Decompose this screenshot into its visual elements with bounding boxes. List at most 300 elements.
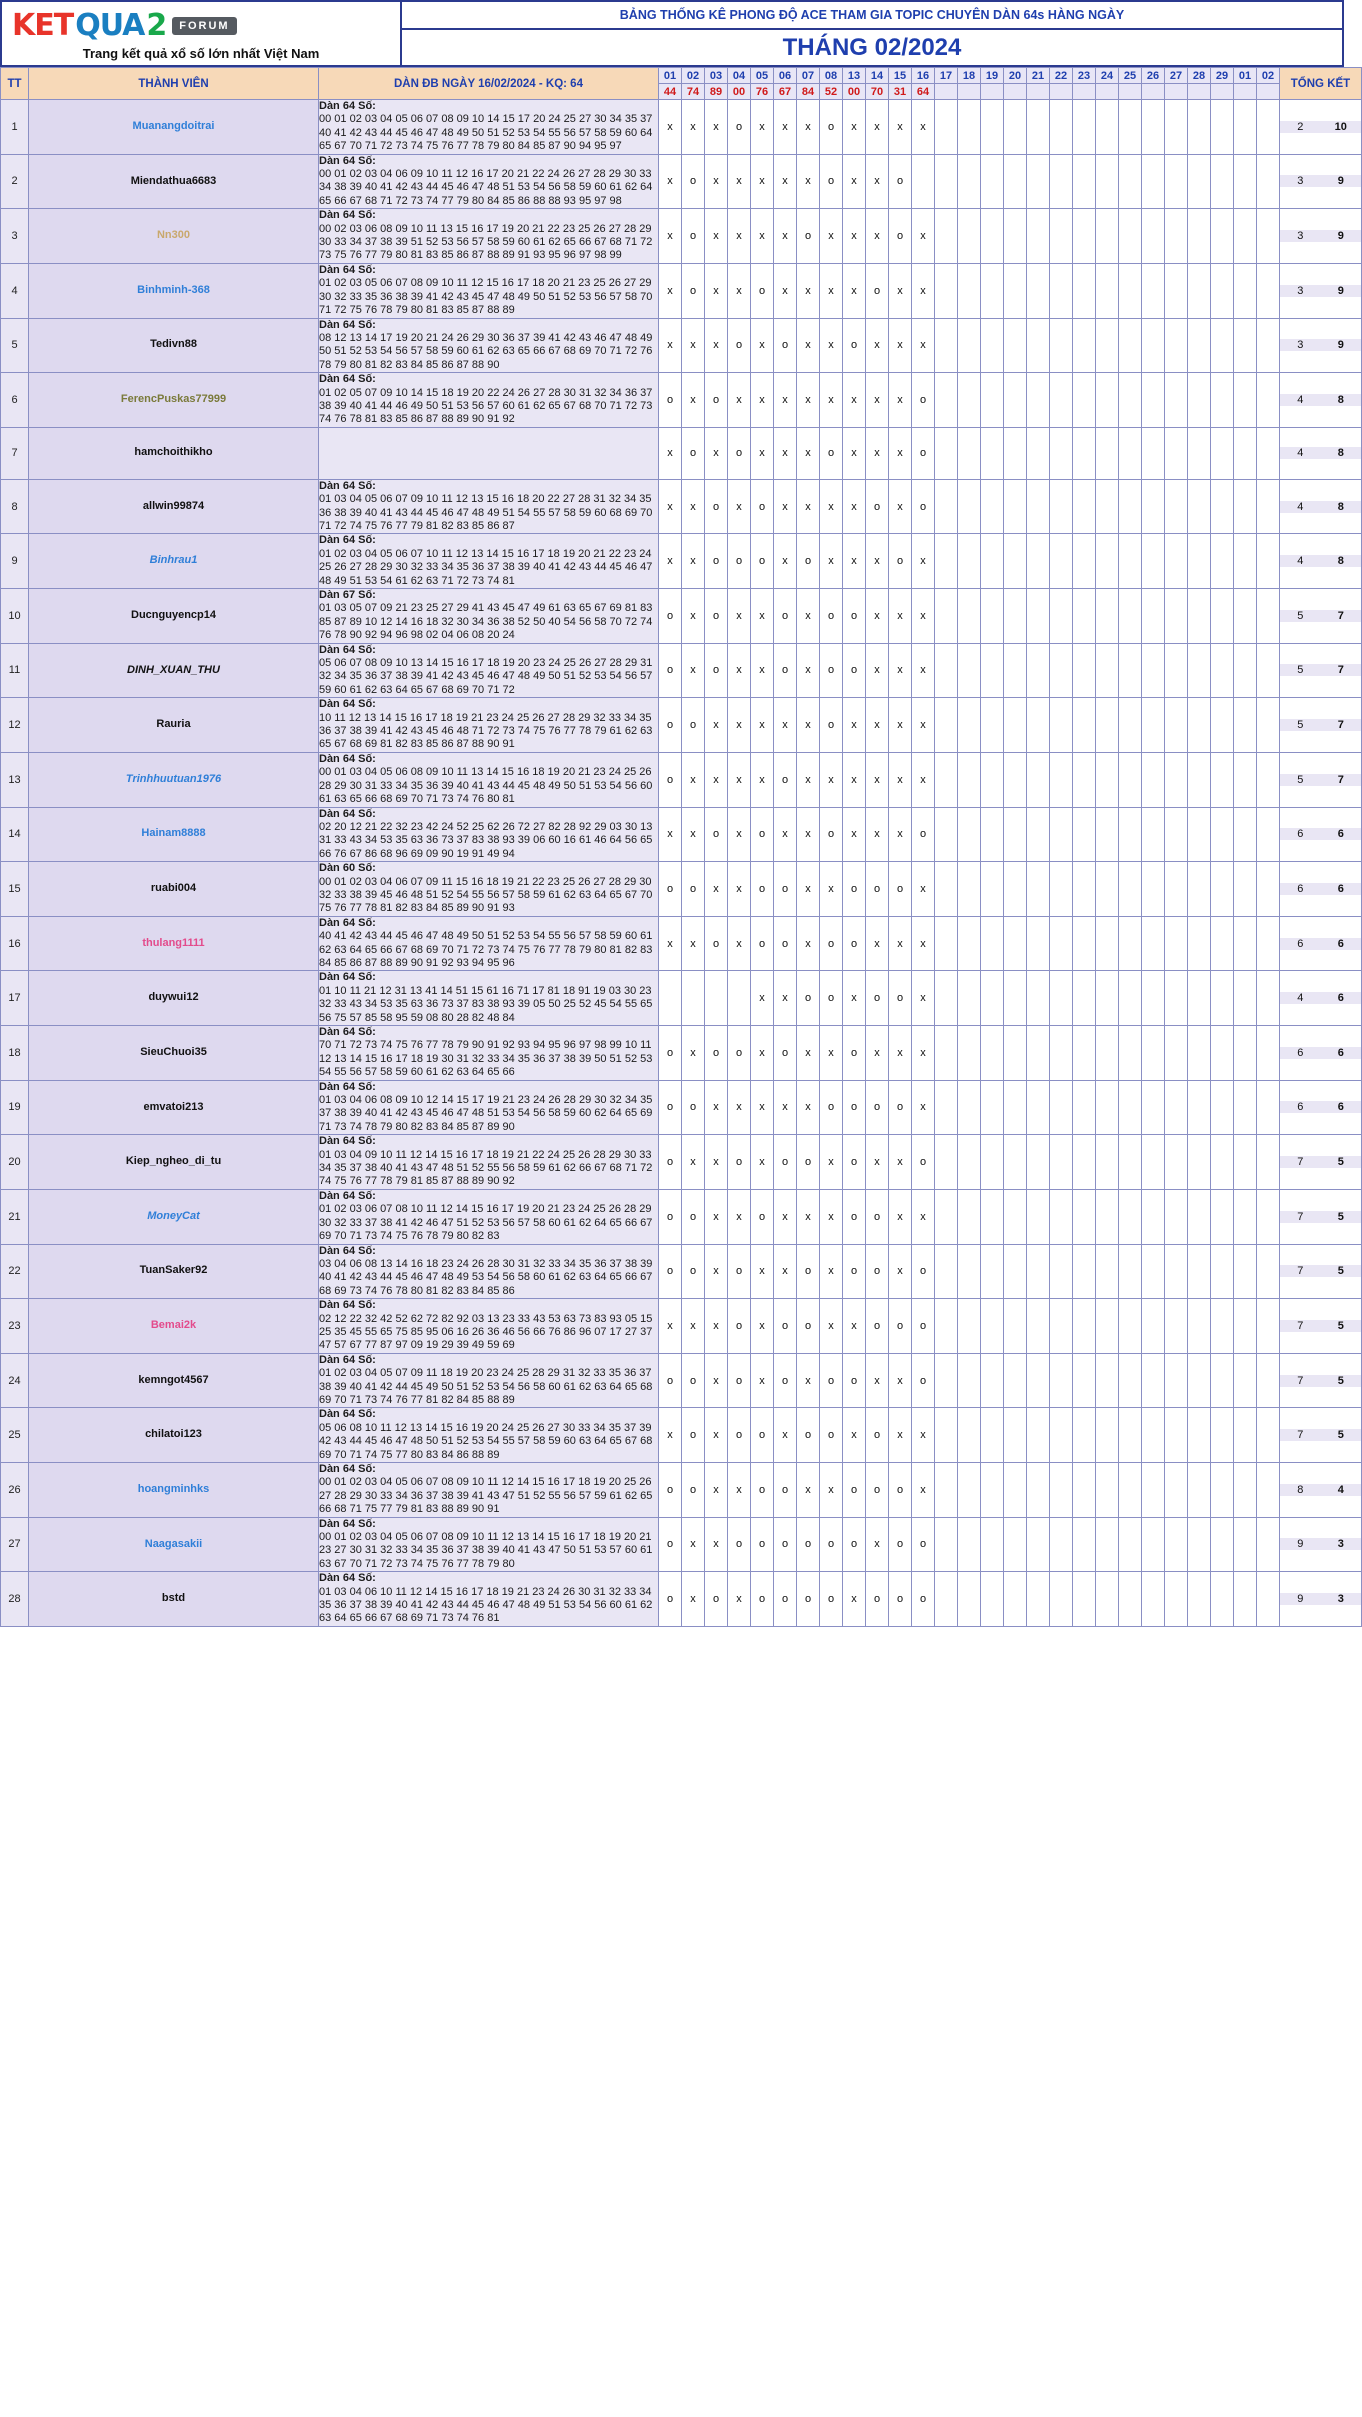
mark-cell-20 [1004, 1572, 1027, 1627]
number-set-cell [319, 479, 659, 534]
mark-cell-05: o [751, 807, 774, 862]
mark-cell-14: o [866, 1572, 889, 1627]
mark-cell-13: x [843, 100, 866, 155]
table-row [1, 209, 1362, 264]
table-row [1, 1517, 1362, 1572]
mark-cell-29 [1211, 154, 1234, 209]
mark-cell-15: x [889, 1189, 912, 1244]
number-set-title: Dàn 64 Số: [319, 1572, 376, 1585]
number-set-values: 00 01 02 03 04 06 07 09 11 15 16 18 19 21 22 23 25 26 27 28 29 30 32 33 38 39 45 46 48 51 52 54 55 56 57 58 59 61 62 63 64 65 67 70 75 76 77 78 81 82 83 84 85 89 90 91 93 [319, 875, 653, 915]
mark-cell-25 [1119, 862, 1142, 917]
miss-count: 6 [1280, 1101, 1321, 1113]
mark-cell-29 [1211, 1299, 1234, 1354]
mark-cell-28 [1188, 1026, 1211, 1081]
mark-cell-27 [1165, 971, 1188, 1026]
member-name[interactable]: emvatoi213 [29, 1080, 319, 1135]
mark-cell-23 [1073, 1135, 1096, 1190]
mark-cell-04: x [728, 643, 751, 698]
mark-cell-17 [935, 698, 958, 753]
number-set-values: 05 06 08 10 11 12 13 14 15 16 19 20 24 25 26 27 30 33 34 35 37 39 42 43 44 45 46 47 48 50 51 52 53 54 55 57 58 59 60 63 64 65 67 68 69 70 71 74 75 77 80 83 84 86 88 89 [319, 1421, 653, 1461]
mark-cell-27 [1165, 643, 1188, 698]
mark-cell-18 [958, 373, 981, 428]
mark-cell-19 [981, 1189, 1004, 1244]
mark-cell-01: o [659, 1244, 682, 1299]
mark-cell-01 [1234, 1080, 1257, 1135]
mark-cell-04: x [728, 1080, 751, 1135]
member-name[interactable]: TuanSaker92 [29, 1244, 319, 1299]
row-index: 3 [1, 209, 29, 264]
member-name[interactable]: Binhrau1 [29, 534, 319, 589]
mark-cell-19 [981, 373, 1004, 428]
member-name[interactable]: Naagasakii [29, 1517, 319, 1572]
number-set-title: Dàn 64 Số: [319, 916, 376, 929]
mark-cell-01 [1234, 916, 1257, 971]
member-name[interactable]: ruabi004 [29, 862, 319, 917]
mark-cell-26 [1142, 534, 1165, 589]
member-name[interactable]: chilatoi123 [29, 1408, 319, 1463]
day-header-28-23: 28 [1188, 68, 1211, 84]
mark-cell-16: o [912, 807, 935, 862]
day-result-18-13 [958, 84, 981, 100]
day-header-18-13: 18 [958, 68, 981, 84]
mark-cell-13: x [843, 534, 866, 589]
member-name[interactable]: Binhminh-368 [29, 263, 319, 318]
mark-cell-02 [1257, 1299, 1280, 1354]
mark-cell-22 [1050, 916, 1073, 971]
mark-cell-22 [1050, 1080, 1073, 1135]
mark-cell-20 [1004, 916, 1027, 971]
mark-cell-24 [1096, 1353, 1119, 1408]
mark-cell-07: x [797, 643, 820, 698]
member-name[interactable]: Kiep_ngheo_di_tu [29, 1135, 319, 1190]
row-index: 9 [1, 534, 29, 589]
mark-cell-17 [935, 862, 958, 917]
mark-cell-04: o [728, 427, 751, 479]
number-set-title: Dàn 64 Số: [319, 1135, 376, 1148]
mark-cell-14: x [866, 318, 889, 373]
mark-cell-26 [1142, 1517, 1165, 1572]
mark-cell-19 [981, 807, 1004, 862]
mark-cell-26 [1142, 589, 1165, 644]
mark-cell-03: x [705, 100, 728, 155]
miss-count: 6 [1280, 938, 1321, 950]
banner-title: BẢNG THỐNG KÊ PHONG ĐỘ ACE THAM GIA TOPIC CHUYÊN DÀN 64s HÀNG NGÀY [402, 2, 1342, 30]
mark-cell-05: o [751, 1189, 774, 1244]
mark-cell-18 [958, 209, 981, 264]
member-name[interactable]: Muanangdoitrai [29, 100, 319, 155]
mark-cell-25 [1119, 643, 1142, 698]
site-logo[interactable] [2, 2, 402, 65]
mark-cell-02 [1257, 209, 1280, 264]
mark-cell-18 [958, 1299, 981, 1354]
mark-cell-18 [958, 1463, 981, 1518]
member-name[interactable]: SieuChuoi35 [29, 1026, 319, 1081]
table-row [1, 916, 1362, 971]
mark-cell-03: x [705, 427, 728, 479]
mark-cell-22 [1050, 1189, 1073, 1244]
mark-cell-01: o [659, 373, 682, 428]
mark-cell-19 [981, 479, 1004, 534]
mark-cell-18 [958, 479, 981, 534]
mark-cell-02: o [682, 1189, 705, 1244]
row-total-cell [1280, 427, 1362, 479]
mark-cell-08: o [820, 1408, 843, 1463]
day-header-21-16: 21 [1027, 68, 1050, 84]
miss-count: 8 [1280, 1484, 1321, 1496]
mark-cell-13: o [843, 1517, 866, 1572]
mark-cell-08: o [820, 643, 843, 698]
mark-cell-02: o [682, 427, 705, 479]
number-set-title: Dàn 64 Số: [319, 1463, 376, 1475]
member-name[interactable]: Ducnguyencp14 [29, 589, 319, 644]
mark-cell-02 [1257, 427, 1280, 479]
mark-cell-22 [1050, 752, 1073, 807]
mark-cell-14: x [866, 1353, 889, 1408]
mark-cell-24 [1096, 1408, 1119, 1463]
row-index: 19 [1, 1080, 29, 1135]
mark-cell-03: o [705, 643, 728, 698]
member-name[interactable]: hamchoithikho [29, 427, 319, 479]
mark-cell-28 [1188, 534, 1211, 589]
mark-cell-25 [1119, 752, 1142, 807]
number-set-values: 03 04 06 08 13 14 16 18 23 24 26 28 30 31 32 33 34 35 36 37 38 39 40 41 42 43 44 45 46 47 48 49 53 54 56 58 60 61 62 63 64 65 66 67 68 69 73 74 76 78 80 81 82 83 84 85 86 [319, 1257, 653, 1297]
mark-cell-27 [1165, 1135, 1188, 1190]
mark-cell-01: x [659, 1299, 682, 1354]
mark-cell-02: o [682, 263, 705, 318]
mark-cell-15: x [889, 1026, 912, 1081]
row-index: 2 [1, 154, 29, 209]
mark-cell-13: x [843, 154, 866, 209]
mark-cell-26 [1142, 479, 1165, 534]
mark-cell-16: x [912, 100, 935, 155]
mark-cell-24 [1096, 1135, 1119, 1190]
mark-cell-19 [981, 318, 1004, 373]
mark-cell-14: x [866, 209, 889, 264]
mark-cell-25 [1119, 1572, 1142, 1627]
mark-cell-03: o [705, 807, 728, 862]
mark-cell-02 [1257, 1408, 1280, 1463]
mark-cell-26 [1142, 1135, 1165, 1190]
mark-cell-15: o [889, 1463, 912, 1518]
mark-cell-28 [1188, 373, 1211, 428]
day-result-22-17 [1050, 84, 1073, 100]
mark-cell-06: o [774, 643, 797, 698]
mark-cell-15: o [889, 1517, 912, 1572]
miss-count: 7 [1280, 1429, 1321, 1441]
table-row [1, 971, 1362, 1026]
mark-cell-27 [1165, 1463, 1188, 1518]
day-result-19-14 [981, 84, 1004, 100]
mark-cell-14: o [866, 1299, 889, 1354]
mark-cell-07: x [797, 589, 820, 644]
row-index: 8 [1, 479, 29, 534]
mark-cell-17 [935, 971, 958, 1026]
mark-cell-25 [1119, 373, 1142, 428]
mark-cell-01: x [659, 916, 682, 971]
mark-cell-17 [935, 154, 958, 209]
mark-cell-16: x [912, 698, 935, 753]
mark-cell-01: x [659, 807, 682, 862]
mark-cell-28 [1188, 1189, 1211, 1244]
day-result-07-6: 84 [797, 84, 820, 100]
mark-cell-28 [1188, 643, 1211, 698]
mark-cell-13: o [843, 916, 866, 971]
mark-cell-16: o [912, 427, 935, 479]
mark-cell-04: x [728, 862, 751, 917]
mark-cell-22 [1050, 1572, 1073, 1627]
mark-cell-07: o [797, 1572, 820, 1627]
mark-cell-01 [1234, 1244, 1257, 1299]
member-name[interactable]: Bemai2k [29, 1299, 319, 1354]
mark-cell-01: o [659, 1572, 682, 1627]
day-header-07-6: 07 [797, 68, 820, 84]
day-result-29-24 [1211, 84, 1234, 100]
number-set-values: 00 01 02 03 04 05 06 07 08 09 10 11 12 13 14 15 16 17 18 19 20 21 23 27 30 31 32 33 34 35 36 37 38 39 40 41 43 47 50 51 53 57 60 61 63 67 70 71 72 73 74 75 76 77 78 79 80 [319, 1531, 653, 1570]
mark-cell-24 [1096, 209, 1119, 264]
member-name[interactable]: bstd [29, 1572, 319, 1627]
mark-cell-04: x [728, 1463, 751, 1518]
mark-cell-21 [1027, 1517, 1050, 1572]
mark-cell-01 [1234, 318, 1257, 373]
member-name[interactable]: Hainam8888 [29, 807, 319, 862]
member-name[interactable]: hoangminhks [29, 1463, 319, 1518]
mark-cell-02 [1257, 1463, 1280, 1518]
mark-cell-17 [935, 807, 958, 862]
day-header-22-17: 22 [1050, 68, 1073, 84]
mark-cell-04: o [728, 1353, 751, 1408]
number-set-cell [319, 1135, 659, 1190]
day-result-17-12 [935, 84, 958, 100]
mark-cell-16: x [912, 1463, 935, 1518]
mark-cell-15: o [889, 1572, 912, 1627]
mark-cell-27 [1165, 318, 1188, 373]
mark-cell-29 [1211, 1189, 1234, 1244]
mark-cell-22 [1050, 209, 1073, 264]
mark-cell-02 [1257, 698, 1280, 753]
number-set-cell [319, 807, 659, 862]
mark-cell-05: x [751, 209, 774, 264]
mark-cell-22 [1050, 1517, 1073, 1572]
row-index: 27 [1, 1517, 29, 1572]
mark-cell-14: x [866, 916, 889, 971]
mark-cell-01: x [659, 209, 682, 264]
day-result-21-16 [1027, 84, 1050, 100]
member-name[interactable]: DINH_XUAN_THU [29, 643, 319, 698]
member-name[interactable]: MoneyCat [29, 1189, 319, 1244]
mark-cell-21 [1027, 209, 1050, 264]
mark-cell-22 [1050, 1135, 1073, 1190]
mark-cell-27 [1165, 1026, 1188, 1081]
member-name[interactable]: allwin99874 [29, 479, 319, 534]
mark-cell-01 [1234, 534, 1257, 589]
number-set-title: Dàn 64 Số: [319, 807, 376, 820]
mark-cell-16: x [912, 643, 935, 698]
mark-cell-02: x [682, 318, 705, 373]
table-row [1, 698, 1362, 753]
mark-cell-17 [935, 534, 958, 589]
mark-cell-16 [912, 154, 935, 209]
day-result-16-11: 64 [912, 84, 935, 100]
mark-cell-20 [1004, 752, 1027, 807]
number-set-cell [319, 1353, 659, 1408]
mark-cell-15: x [889, 479, 912, 534]
mark-cell-17 [935, 1135, 958, 1190]
member-name[interactable]: Tedivn88 [29, 318, 319, 373]
mark-cell-27 [1165, 1572, 1188, 1627]
mark-cell-17 [935, 1353, 958, 1408]
member-name[interactable]: Rauria [29, 698, 319, 753]
mark-cell-13: o [843, 643, 866, 698]
mark-cell-20 [1004, 1080, 1027, 1135]
mark-cell-08: o [820, 154, 843, 209]
mark-cell-02: x [682, 534, 705, 589]
mark-cell-02: x [682, 479, 705, 534]
mark-cell-08: o [820, 916, 843, 971]
day-header-01-25: 01 [1234, 68, 1257, 84]
member-name[interactable]: Trinhhuutuan1976 [29, 752, 319, 807]
day-result-03-2: 89 [705, 84, 728, 100]
mark-cell-05: x [751, 698, 774, 753]
mark-cell-03: o [705, 1026, 728, 1081]
mark-cell-23 [1073, 1353, 1096, 1408]
member-name[interactable]: FerencPuskas77999 [29, 373, 319, 428]
column-header-tt: TT [1, 68, 29, 100]
mark-cell-04 [728, 971, 751, 1026]
row-total-cell [1280, 209, 1362, 264]
mark-cell-23 [1073, 1517, 1096, 1572]
mark-cell-14: o [866, 1189, 889, 1244]
mark-cell-15: x [889, 427, 912, 479]
mark-cell-03: x [705, 1353, 728, 1408]
mark-cell-29 [1211, 373, 1234, 428]
mark-cell-27 [1165, 100, 1188, 155]
mark-cell-22 [1050, 1026, 1073, 1081]
mark-cell-01 [1234, 1463, 1257, 1518]
mark-cell-02 [1257, 1189, 1280, 1244]
number-set-values: 08 12 13 14 17 19 20 21 24 26 29 30 36 37 39 41 42 43 46 47 48 49 50 51 52 53 54 56 57 58 59 60 61 62 63 65 66 67 68 69 70 71 72 76 78 79 80 81 82 83 84 85 86 87 88 90 [319, 331, 653, 371]
mark-cell-28 [1188, 1080, 1211, 1135]
total-score: 6 [1321, 828, 1362, 840]
member-name[interactable]: Miendathua6683 [29, 154, 319, 209]
day-result-04-3: 00 [728, 84, 751, 100]
member-name[interactable]: thulang1111 [29, 916, 319, 971]
mark-cell-17 [935, 209, 958, 264]
mark-cell-21 [1027, 1189, 1050, 1244]
mark-cell-28 [1188, 100, 1211, 155]
mark-cell-25 [1119, 1408, 1142, 1463]
mark-cell-01: o [659, 589, 682, 644]
mark-cell-01: x [659, 427, 682, 479]
mark-cell-14: o [866, 1080, 889, 1135]
mark-cell-02: x [682, 100, 705, 155]
mark-cell-26 [1142, 209, 1165, 264]
mark-cell-15: x [889, 1408, 912, 1463]
mark-cell-13: o [843, 1189, 866, 1244]
day-header-02-1: 02 [682, 68, 705, 84]
mark-cell-26 [1142, 154, 1165, 209]
number-set-cell [319, 971, 659, 1026]
mark-cell-26 [1142, 752, 1165, 807]
mark-cell-13: x [843, 373, 866, 428]
mark-cell-03: x [705, 1189, 728, 1244]
mark-cell-15: x [889, 100, 912, 155]
number-set-values: 00 01 03 04 05 06 08 09 10 11 13 14 15 16 18 19 20 21 23 24 25 26 28 29 30 31 33 34 35 36 39 40 41 43 44 45 48 49 50 51 53 54 56 60 61 63 65 66 68 69 70 71 73 74 76 80 81 [319, 766, 653, 806]
mark-cell-04: x [728, 752, 751, 807]
mark-cell-03: o [705, 479, 728, 534]
mark-cell-08: x [820, 1299, 843, 1354]
number-set-title: Dàn 64 Số: [319, 534, 376, 547]
table-row [1, 1353, 1362, 1408]
mark-cell-18 [958, 752, 981, 807]
mark-cell-06: x [774, 1408, 797, 1463]
mark-cell-18 [958, 154, 981, 209]
number-set-cell [319, 1244, 659, 1299]
mark-cell-27 [1165, 807, 1188, 862]
row-index: 13 [1, 752, 29, 807]
mark-cell-02: o [682, 1353, 705, 1408]
total-score: 10 [1321, 121, 1362, 133]
mark-cell-01: o [659, 1135, 682, 1190]
member-name[interactable]: kemngot4567 [29, 1353, 319, 1408]
miss-count: 7 [1280, 1320, 1321, 1332]
mark-cell-16: x [912, 862, 935, 917]
mark-cell-07: o [797, 971, 820, 1026]
mark-cell-03: o [705, 1572, 728, 1627]
mark-cell-24 [1096, 373, 1119, 428]
mark-cell-02 [1257, 643, 1280, 698]
mark-cell-07: o [797, 1299, 820, 1354]
mark-cell-20 [1004, 1408, 1027, 1463]
mark-cell-22 [1050, 971, 1073, 1026]
mark-cell-24 [1096, 807, 1119, 862]
mark-cell-07: o [797, 209, 820, 264]
mark-cell-01 [1234, 698, 1257, 753]
mark-cell-25 [1119, 1299, 1142, 1354]
mark-cell-28 [1188, 971, 1211, 1026]
member-name[interactable]: duywui12 [29, 971, 319, 1026]
member-name[interactable]: Nn300 [29, 209, 319, 264]
mark-cell-21 [1027, 318, 1050, 373]
mark-cell-02: o [682, 1080, 705, 1135]
mark-cell-07: o [797, 1244, 820, 1299]
total-score: 4 [1321, 1484, 1362, 1496]
mark-cell-08: o [820, 100, 843, 155]
mark-cell-29 [1211, 427, 1234, 479]
mark-cell-18 [958, 643, 981, 698]
mark-cell-28 [1188, 1517, 1211, 1572]
mark-cell-08: x [820, 1026, 843, 1081]
number-set-values: 01 03 04 09 10 11 12 14 15 16 17 18 19 21 22 24 25 26 28 29 30 33 34 35 37 38 40 41 43 47 48 51 52 55 56 58 59 61 62 66 67 68 71 72 74 75 76 77 78 79 81 85 87 88 89 90 92 [319, 1148, 653, 1188]
mark-cell-02 [1257, 1080, 1280, 1135]
mark-cell-01 [1234, 1517, 1257, 1572]
miss-count: 5 [1280, 664, 1321, 676]
mark-cell-13: x [843, 971, 866, 1026]
table-row [1, 1463, 1362, 1518]
number-set-title: Dàn 64 Số: [319, 1080, 376, 1093]
mark-cell-06: x [774, 534, 797, 589]
mark-cell-01 [1234, 807, 1257, 862]
number-set-title: Dàn 64 Số: [319, 698, 376, 711]
mark-cell-19 [981, 534, 1004, 589]
mark-cell-21 [1027, 1080, 1050, 1135]
day-header-20-15: 20 [1004, 68, 1027, 84]
table-row [1, 1080, 1362, 1135]
mark-cell-16: x [912, 534, 935, 589]
day-header-04-3: 04 [728, 68, 751, 84]
number-set-title: Dàn 64 Số: [319, 373, 376, 386]
mark-cell-22 [1050, 154, 1073, 209]
mark-cell-02: x [682, 589, 705, 644]
